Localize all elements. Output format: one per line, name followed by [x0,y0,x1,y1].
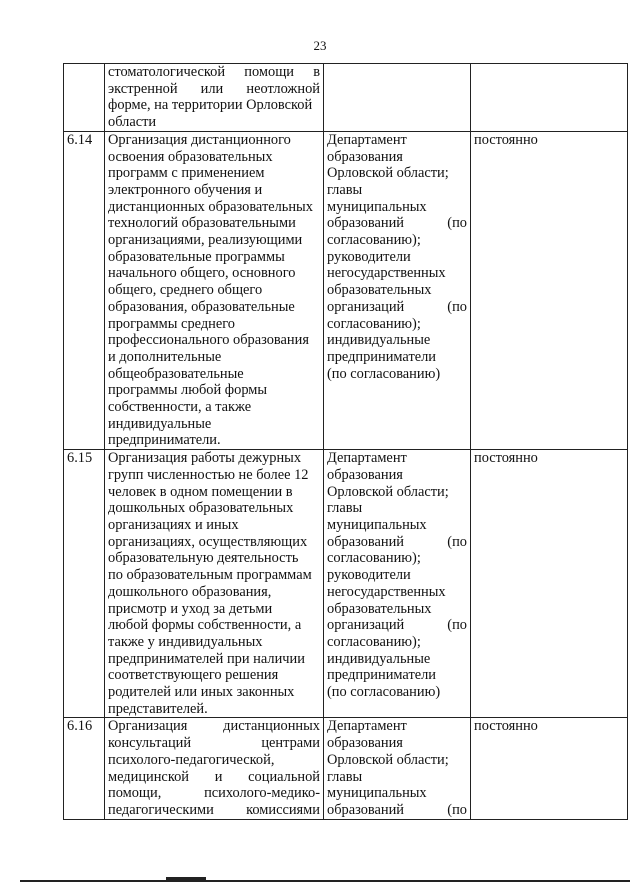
word: помощи, [108,785,162,802]
text-line: образовательную деятельность [108,550,299,567]
text-line: общеобразовательные [108,365,244,382]
word: (по [447,801,467,818]
word: Организация [108,718,188,735]
item-number-cell [64,64,105,132]
text-line: главы [327,181,363,198]
table-row [64,131,628,449]
footer-rule [20,880,630,882]
responsible-cell [324,450,471,718]
text-line: родителей или иных законных [108,684,295,701]
text-line [108,81,320,98]
text-line: образовательные программы [108,248,285,265]
word: (по [447,298,467,315]
word: стоматологической [108,64,226,80]
text-line [108,718,320,735]
text-line: общего, среднего общего [108,282,263,299]
measure-description-cell [105,450,324,718]
text-line: образования [327,735,403,752]
text-line: предприниматели. [108,432,221,449]
text-line: согласованию); [327,315,421,332]
footer-mark [166,877,206,882]
text-line: муниципальных [327,198,427,215]
word: центрами [261,735,320,752]
text-line: программы среднего [108,315,235,332]
text-line: муниципальных [327,516,427,533]
text-line: человек в одном помещении в [108,483,293,500]
text-line: и дополнительные [108,348,222,365]
item-number-cell: 6.16 [64,718,105,819]
text-line: также у индивидуальных [108,633,263,650]
text-line [108,769,320,786]
text-line: (по согласованию) [327,365,441,382]
measure-description-cell [105,64,324,132]
word: экстренной [108,80,178,97]
text-line: Департамент [327,131,407,148]
text-line: образования, образовательные [108,298,295,315]
text-line: форме, на территории Орловской [108,97,313,114]
text-line: начального общего, основного [108,265,296,282]
text-line: индивидуальные [327,332,431,349]
text-line [108,802,320,819]
text-line: негосударственных [327,265,446,282]
text-line: образовательных [327,600,432,617]
text-line: освоения образовательных [108,148,273,165]
word: помощи [244,64,294,80]
text-line [327,299,467,316]
text-line: образовательных [327,282,432,299]
table-body [64,64,628,820]
text-line: образования [327,466,403,483]
text-line: предприниматели [327,667,436,684]
word: педагогическими [108,801,214,818]
word: (по [447,533,467,550]
text-line: индивидуальные [327,650,431,667]
text-line: руководители [327,567,411,584]
word: (по [447,617,467,634]
text-line [108,785,320,802]
text-line: программы любой формы [108,382,268,399]
text-line: соответствующего решения [108,667,279,684]
text-line: индивидуальные [108,415,212,432]
table-row [64,64,628,132]
text-line: технологий образовательными [108,215,296,232]
text-line: Орловской области; [327,165,449,182]
term-cell: постоянно [471,450,628,718]
text-line: дошкольных образовательных [108,500,294,517]
word: консультаций [108,735,192,752]
measure-description-cell [105,131,324,449]
measure-description-cell [105,718,324,819]
text-line: главы [327,768,363,785]
responsible-cell [324,64,471,132]
word: или [200,80,224,97]
text-line [108,64,320,81]
text-line: групп численностью не более 12 [108,466,309,483]
text-line [327,534,467,551]
word: организаций [327,617,405,634]
word: социальной [248,768,320,785]
text-line [108,735,320,752]
text-line: согласованию); [327,633,421,650]
text-line: организациях и иных [108,516,239,533]
text-line: главы [327,500,363,517]
text-line: предприниматели [327,348,436,365]
text-line [327,215,467,232]
word: психолого-медико- [204,785,320,802]
word: и [214,768,223,785]
text-line [327,802,467,819]
text-line: предпринимателей при наличии [108,650,305,667]
text-line: Организация дистанционного [108,131,291,148]
text-line: дошкольного образования, [108,583,272,600]
term-cell [471,64,628,132]
text-line: согласованию); [327,550,421,567]
word: организаций [327,298,405,315]
text-line: организациями, реализующими [108,232,303,249]
text-line: организациях, осуществляющих [108,533,308,550]
text-line: программ с применением [108,165,265,182]
word: в [313,64,320,80]
text-line: руководители [327,248,411,265]
text-line: представителей. [108,700,208,717]
item-number-cell: 6.15 [64,450,105,718]
page-number: 23 [313,38,327,53]
text-line: Орловской области; [327,483,449,500]
text-line [327,617,467,634]
responsible-cell [324,718,471,819]
text-line: дистанционных образовательных [108,198,313,215]
word: дистанционных [223,718,320,735]
text-line: Департамент [327,718,407,735]
text-line: электронного обучения и [108,181,263,198]
table-row [64,718,628,819]
text-line: согласованию); [327,232,421,249]
text-line: образования [327,148,403,165]
responsible-cell [324,131,471,449]
measures-table [63,63,628,820]
term-cell: постоянно [471,718,628,819]
text-line: (по согласованию) [327,684,441,701]
word: комиссиями [246,801,320,818]
word: (по [447,215,467,232]
text-line: негосударственных [327,583,446,600]
table-row [64,450,628,718]
text-line: Департамент [327,450,407,467]
term-cell: постоянно [471,131,628,449]
text-line: Орловской области; [327,751,449,768]
word: неотложной [246,80,320,97]
text-line: профессионального образования [108,332,309,349]
word: образований [327,215,404,232]
word: образований [327,533,404,550]
text-line: психолого-педагогической, [108,751,275,768]
text-line: области [108,114,157,131]
text-line: муниципальных [327,785,427,802]
text-line: Организация работы дежурных [108,450,302,467]
item-number-cell: 6.14 [64,131,105,449]
text-line: присмотр и уход за детьми [108,600,273,617]
text-line: собственности, а также [108,399,252,416]
word: медицинской [108,768,189,785]
text-line: любой формы собственности, а [108,617,302,634]
text-line: по образовательным программам [108,567,312,584]
word: образований [327,801,404,818]
